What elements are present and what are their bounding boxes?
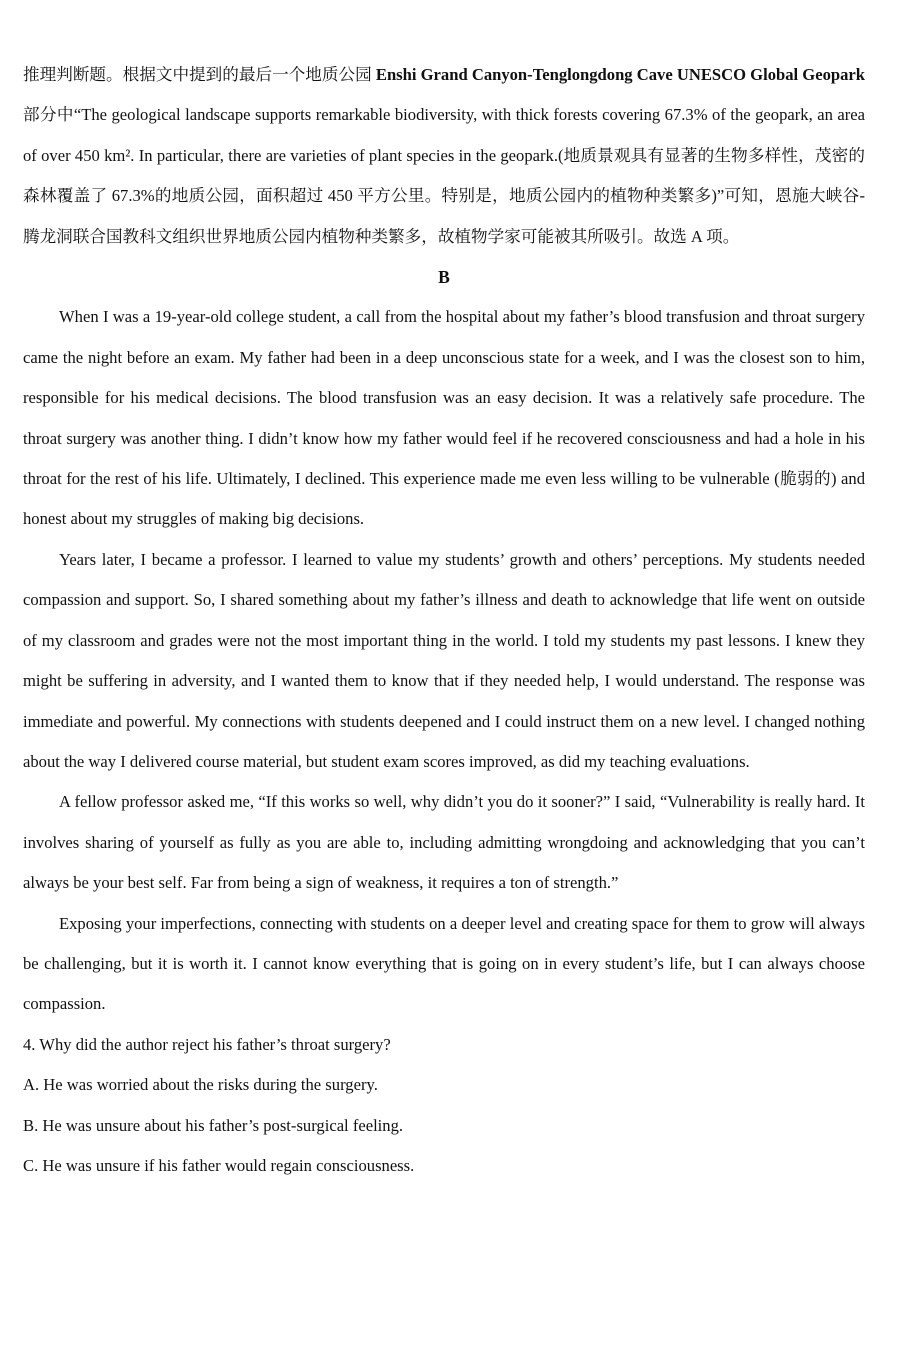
document-page	[23, 55, 865, 1186]
passage-paragraph-3: A fellow professor asked me, “If this works so well, why didn’t you do it sooner?” I said, “Vulnerability is really hard. It involves sharing of yourself as fully as you are able to, including admitting wrongdoing and acknowledging that you can’t always be your best self. Far from being a sign of weakness, it requires a ton of strength.”	[23, 792, 865, 893]
geopark-name: Enshi Grand Canyon-Tenglongdong Cave UNESCO Global Geopark	[375, 65, 865, 84]
question-stem: 4. Why did the author reject his father’s throat surgery?	[23, 1034, 391, 1054]
passage-paragraph-4: Exposing your imperfections, connecting with students on a deeper level and creating space for them to grow will always be challenging, but it is worth it. I cannot know everything that is going on in every student’s life, but I can always choose compassion.	[23, 913, 865, 1014]
section-heading: B	[438, 267, 450, 288]
option-a: A. He was worried about the risks during the surgery.	[23, 1075, 378, 1095]
option-b: B. He was unsure about his father’s post-surgical feeling.	[23, 1115, 404, 1135]
passage-paragraph-1: When I was a 19-year-old college student, a call from the hospital about my father’s blood transfusion and throat surgery came the night before an exam. My father had been in a deep unconscious state for a week, and I was the closest son to him, responsible for his medical decisions. The blood transfusion was an easy decision. It was a relatively safe procedure. The throat surgery was another thing. I didn’t know how my father would feel if he recovered consciousness and had a hole in his throat for the rest of his life. Ultimately, I declined. This experience made me even less willing to be vulnerable (脆弱的) and honest about my struggles of making big decisions.	[23, 307, 865, 529]
explanation-text-1: 推理判断题。根据文中提到的最后一个地质公园	[23, 65, 376, 84]
answer-explanation	[23, 55, 865, 257]
passage-paragraph-2: Years later, I became a professor. I learned to value my students’ growth and others’ perceptions. My students needed compassion and support. So, I shared something about my father’s illness and death to acknowledge that life went on outside of my classroom and grades were not the most important thing in the world. I told my students my past lessons. I knew they might be suffering in adversity, and I wanted them to know that if they needed help, I would understand. The response was immediate and powerful. My connections with students deepened and I could instruct them on a new level. I changed nothing about the way I delivered course material, but student exam scores improved, as did my teaching evaluations.	[23, 549, 865, 771]
explanation-text-2: 部分中“The geological landscape supports remarkable biodiversity, with thick forests covering 67.3% of the geopark, an area of over 450 km². In particular, there are varieties of plant species in the geopark.(地质景观具有显著的生物多样性，茂密的森林覆盖了 67.3%的地质公园，面积超过 450 平方公里。特别是，地质公园内的植物种类繁多)”可知，恩施大峡谷-腾龙洞联合国教科文组织世界地质公园内植物种类繁多，故植物学家可能被其所吸引。故选 A 项。	[23, 105, 865, 246]
option-c: C. He was unsure if his father would regain consciousness.	[23, 1155, 415, 1175]
